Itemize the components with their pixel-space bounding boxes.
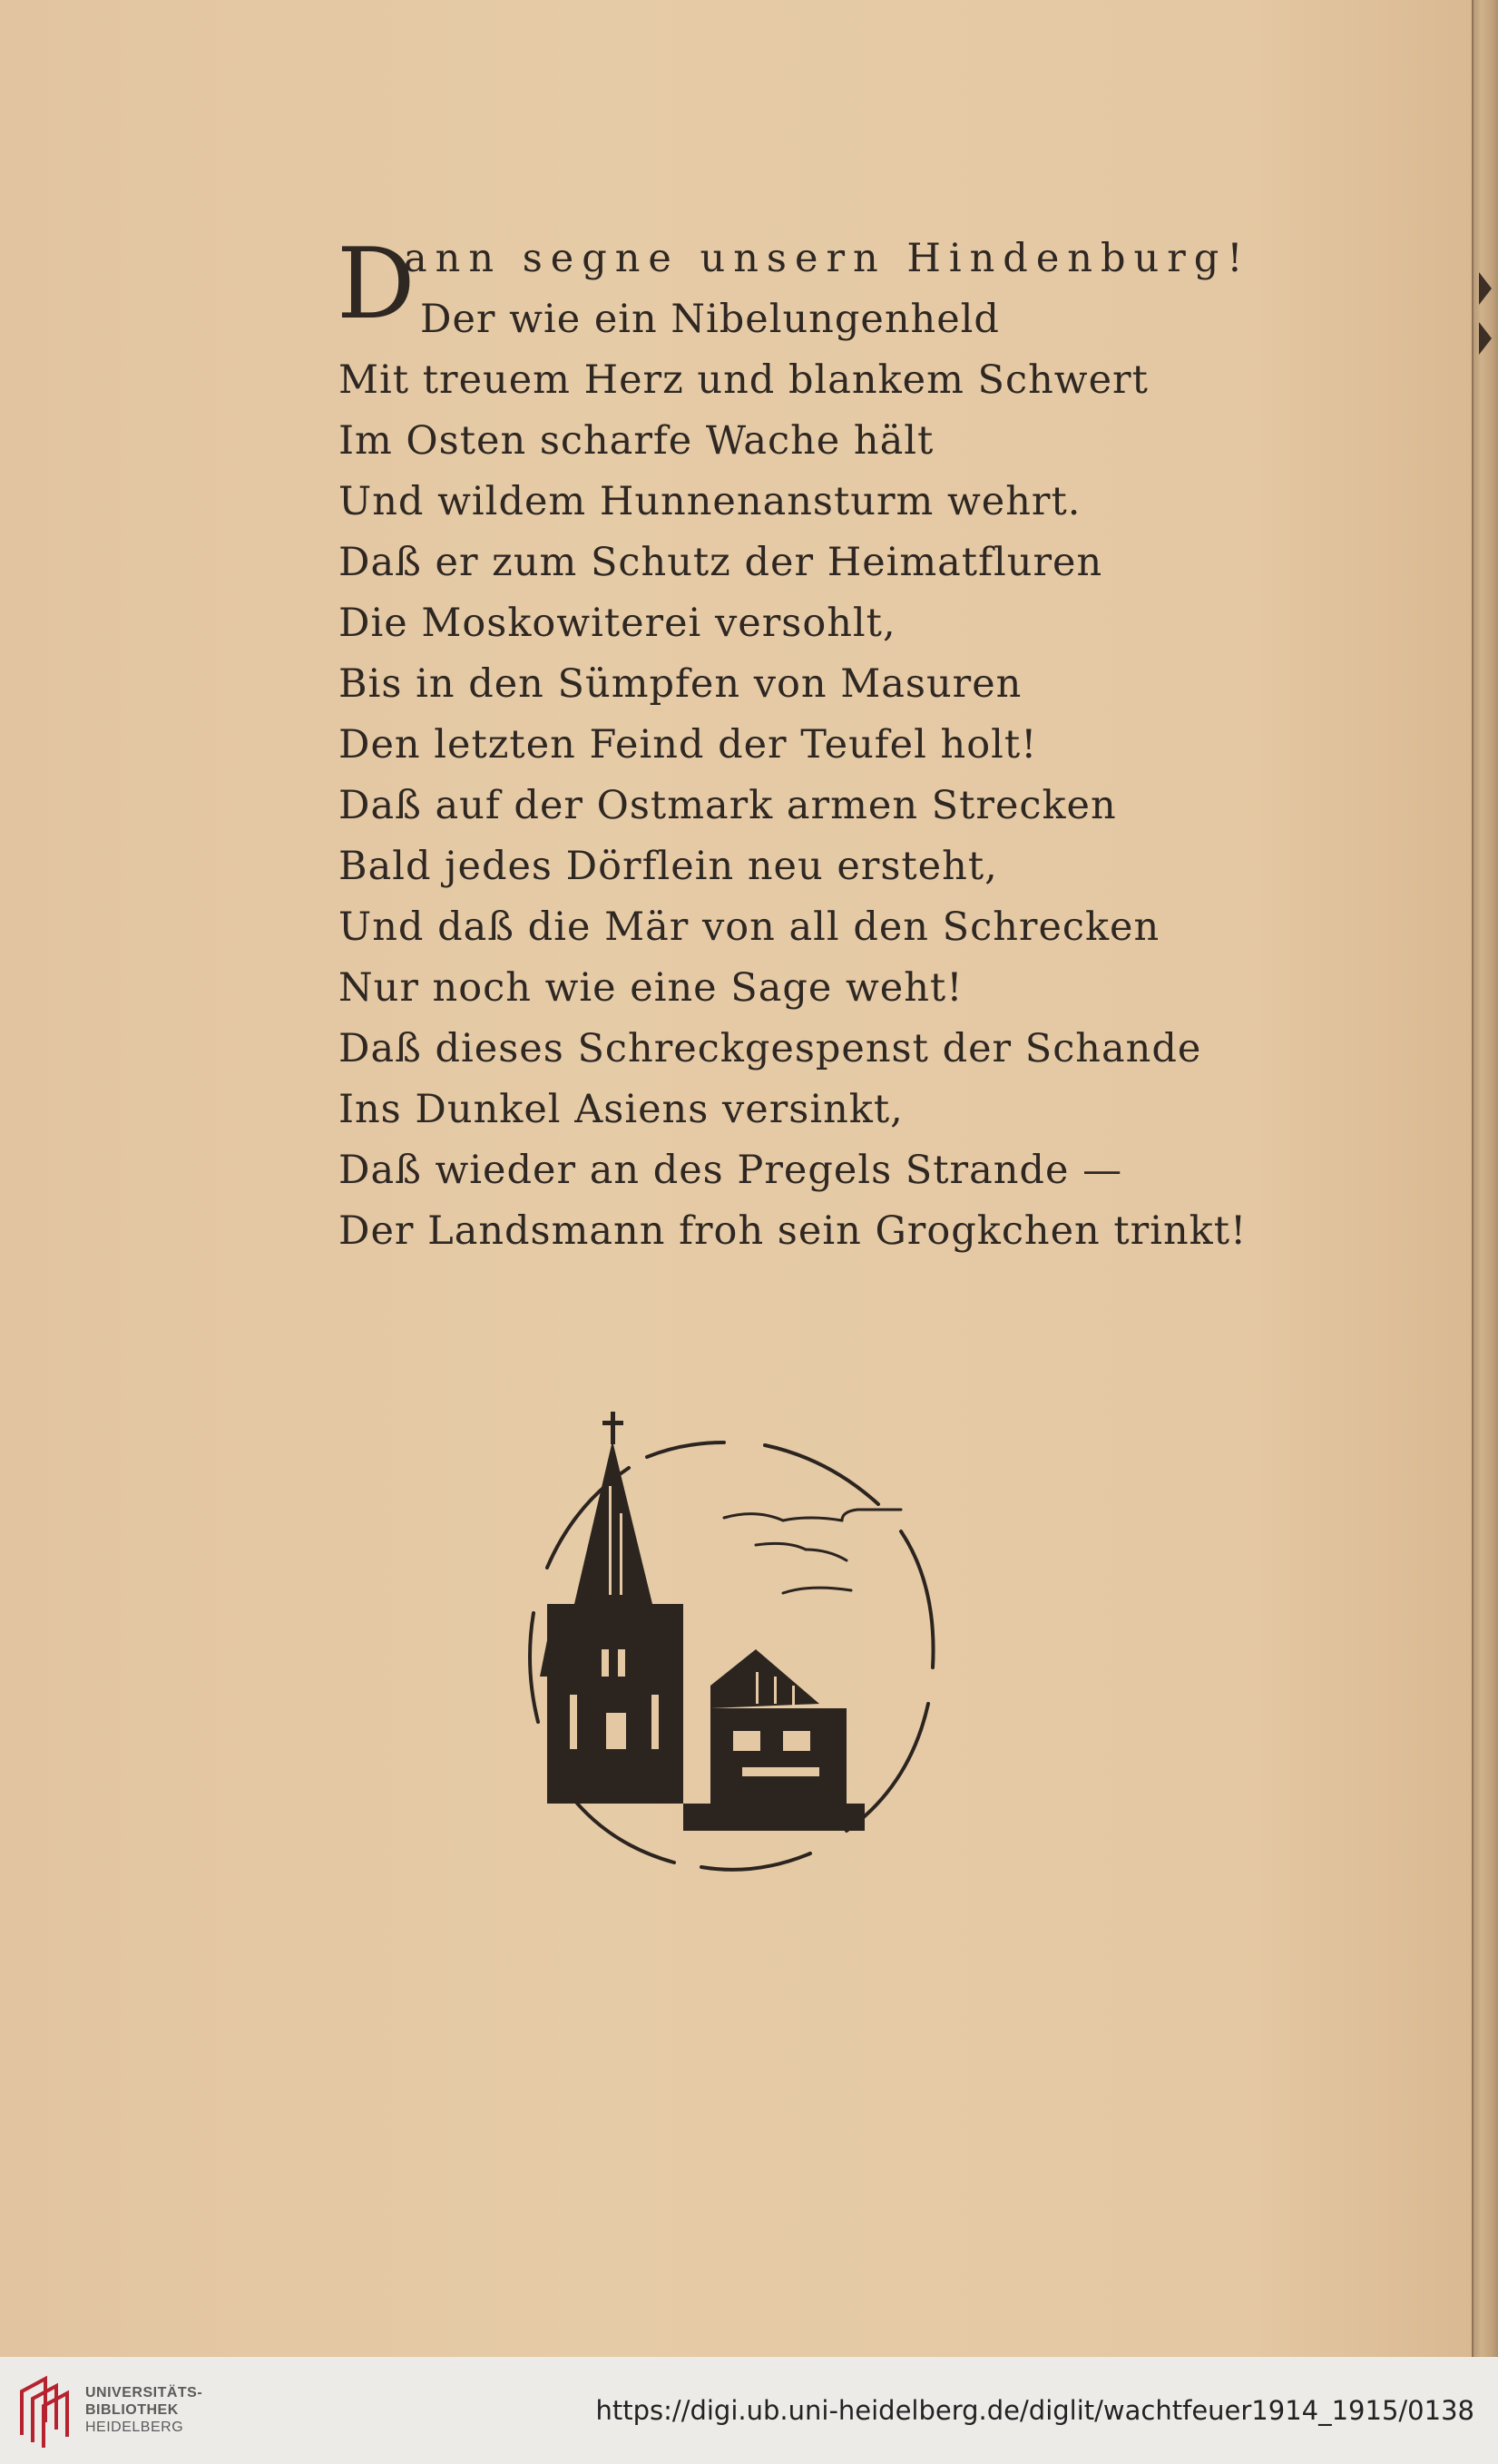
poem-line: Mit treuem Herz und blankem Schwert [338, 357, 1149, 403]
poem-line: Daß er zum Schutz der Heimatfluren [338, 540, 1103, 585]
poem-first-line-text: ann segne unsern Hindenburg! [404, 236, 1251, 281]
library-logo-icon[interactable] [16, 2371, 73, 2449]
poem-line: Die Moskowiterei versohlt, [338, 601, 896, 646]
poem-line: Und daß die Mär von all den Schrecken [338, 904, 1160, 950]
poem-line: Daß dieses Schreckgespenst der Schande [338, 1026, 1202, 1071]
poem-line: Der Landsmann froh sein Grogkchen trinkt! [338, 1208, 1248, 1254]
poem-line: Den letzten Feind der Teufel holt! [338, 722, 1038, 768]
poem-line: Im Osten scharfe Wache hält [338, 418, 935, 464]
footer-bar [0, 2357, 1498, 2464]
poem [337, 228, 1251, 1262]
page-edge-mark [1479, 272, 1492, 305]
library-name-line: UNIVERSITÄTS- [85, 2385, 203, 2400]
poem-line: Daß auf der Ostmark armen Strecken [338, 783, 1117, 828]
church-vignette-illustration [484, 1404, 974, 1894]
permalink-url[interactable]: https://digi.ub.uni-heidelberg.de/diglit/wachtfeuer1914_1915/0138 [595, 2395, 1474, 2426]
poem-line: Bis in den Sümpfen von Masuren [338, 661, 1023, 707]
poem-line: Und wildem Hunnenansturm wehrt. [338, 479, 1082, 524]
library-name [85, 2384, 202, 2436]
poem-line: Bald jedes Dörflein neu ersteht, [338, 844, 998, 889]
poem-line: Der wie ein Nibelungenheld [420, 297, 1000, 342]
drop-cap: D [337, 228, 416, 341]
poem-line: Daß wieder an des Pregels Strande — [338, 1148, 1123, 1193]
library-name-line: HEIDELBERG [85, 2420, 184, 2435]
poem-line: Nur noch wie eine Sage weht! [338, 965, 964, 1011]
poem-line: Ins Dunkel Asiens versinkt, [338, 1087, 904, 1132]
page-edge-mark [1479, 322, 1492, 355]
library-name-line: BIBLIOTHEK [85, 2402, 179, 2418]
